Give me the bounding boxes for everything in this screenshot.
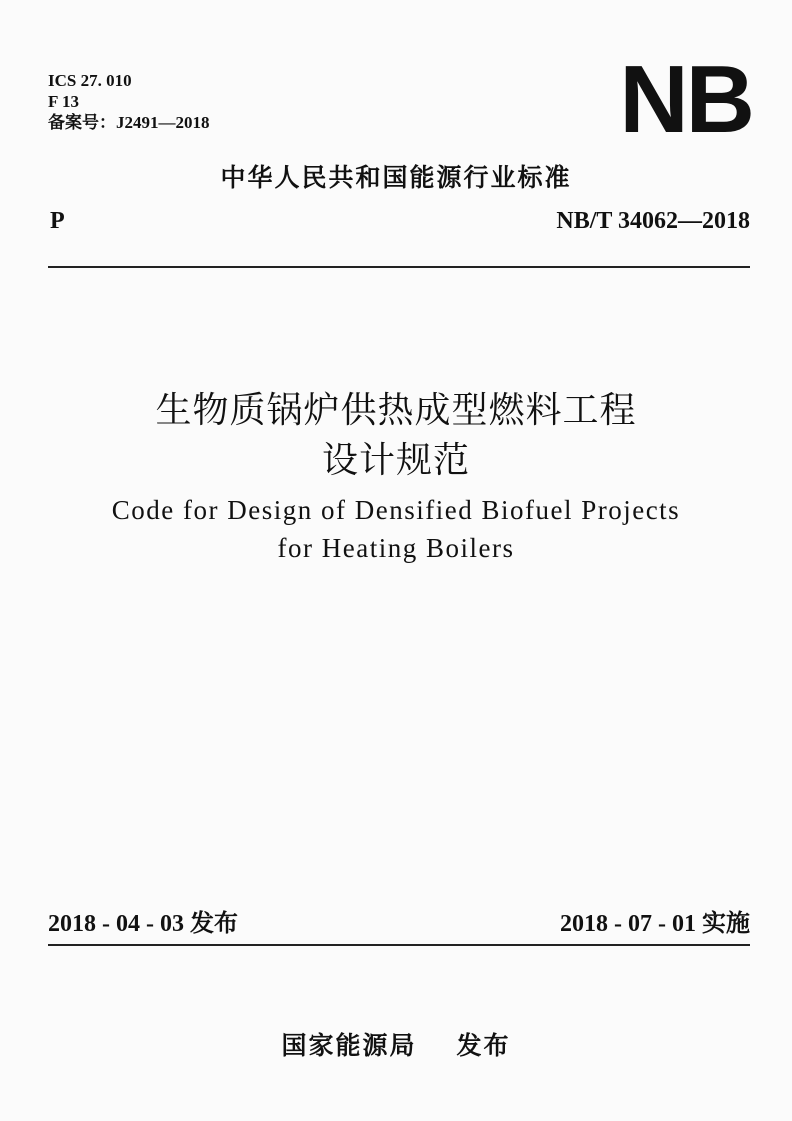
header-divider — [48, 266, 750, 268]
title-en-line2: for Heating Boilers — [277, 533, 515, 563]
record-label: 备案号： — [48, 113, 116, 133]
record-number: J2491—2018 — [116, 113, 210, 132]
standard-code: NB/T 34062—2018 — [556, 208, 750, 234]
issue-label: 发布 — [189, 909, 238, 937]
title-en-line1: Code for Design of Densified Biofuel Projects — [111, 495, 681, 525]
footer-divider — [48, 944, 750, 946]
issue-date: 2018 - 04 - 03 — [48, 911, 184, 937]
implement-date: 2018 - 07 - 01 — [560, 911, 696, 937]
title-cn-line2: 设计规范 — [321, 440, 470, 481]
implement-label: 实施 — [702, 909, 750, 937]
issuer-line — [0, 1026, 792, 1062]
issue-date-line — [48, 903, 238, 938]
nb-logo: NB — [619, 46, 752, 153]
header-meta — [48, 70, 210, 134]
record-number-line — [48, 112, 210, 134]
implement-date-line — [560, 903, 750, 938]
ics-number: ICS 27. 010 — [48, 71, 132, 90]
ccs-number: F 13 — [48, 92, 80, 111]
issuer-name: 国家能源局 — [281, 1031, 417, 1060]
category-letter: P — [50, 208, 65, 234]
industry-standard-heading: 中华人民共和国能源行业标准 — [220, 163, 572, 192]
issuer-action: 发布 — [456, 1031, 511, 1060]
title-cn-line1: 生物质锅炉供热成型燃料工程 — [155, 390, 637, 431]
